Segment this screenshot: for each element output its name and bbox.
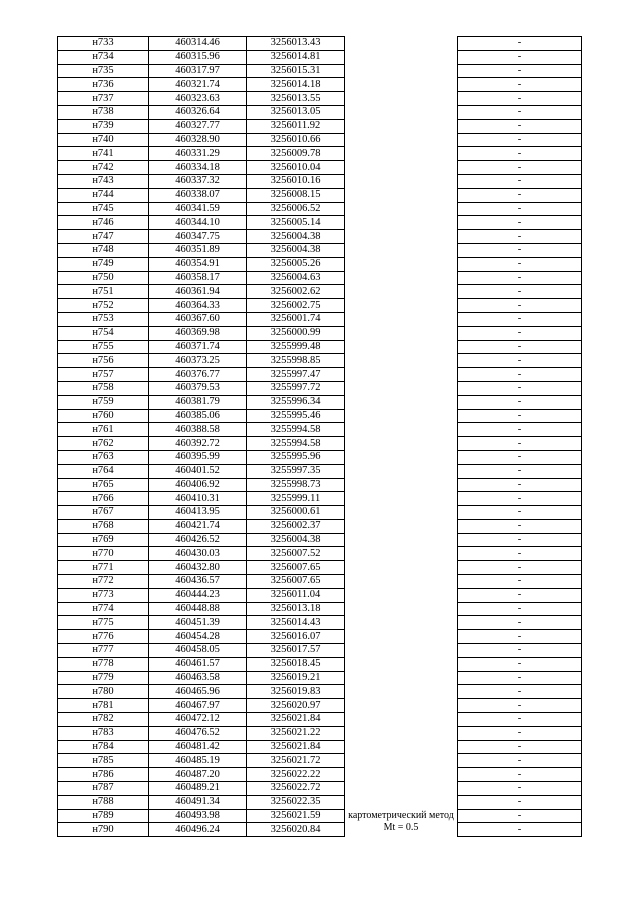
- y-coordinate-cell: 3256018.45: [247, 657, 345, 671]
- table-row: [58, 726, 582, 740]
- y-coordinate-cell: 3255997.47: [247, 368, 345, 382]
- x-coordinate-cell: 460430.03: [149, 547, 247, 561]
- x-coordinate-cell: 460463.58: [149, 671, 247, 685]
- description-cell: -: [458, 533, 582, 547]
- x-coordinate-cell: 460364.33: [149, 299, 247, 313]
- point-name-cell: н761: [58, 423, 149, 437]
- point-name-cell: н747: [58, 230, 149, 244]
- description-cell: -: [458, 78, 582, 92]
- description-cell: -: [458, 354, 582, 368]
- y-coordinate-cell: 3255996.34: [247, 395, 345, 409]
- point-name-cell: н757: [58, 368, 149, 382]
- x-coordinate-cell: 460395.99: [149, 450, 247, 464]
- description-cell: -: [458, 588, 582, 602]
- point-name-cell: н759: [58, 395, 149, 409]
- table-row: [58, 174, 582, 188]
- table-row: [58, 547, 582, 561]
- y-coordinate-cell: 3256021.72: [247, 754, 345, 768]
- y-coordinate-cell: 3256021.84: [247, 713, 345, 727]
- x-coordinate-cell: 460381.79: [149, 395, 247, 409]
- point-name-cell: н778: [58, 657, 149, 671]
- table-row: [58, 147, 582, 161]
- table-row: [58, 533, 582, 547]
- point-name-cell: н742: [58, 161, 149, 175]
- y-coordinate-cell: 3256014.81: [247, 50, 345, 64]
- table-row: [58, 409, 582, 423]
- y-coordinate-cell: 3256001.74: [247, 312, 345, 326]
- point-name-cell: н763: [58, 450, 149, 464]
- point-name-cell: н768: [58, 519, 149, 533]
- x-coordinate-cell: 460401.52: [149, 464, 247, 478]
- y-coordinate-cell: 3256013.18: [247, 602, 345, 616]
- point-name-cell: н760: [58, 409, 149, 423]
- description-cell: -: [458, 105, 582, 119]
- table-row: [58, 64, 582, 78]
- description-cell: -: [458, 133, 582, 147]
- y-coordinate-cell: 3256007.65: [247, 575, 345, 589]
- description-cell: -: [458, 243, 582, 257]
- x-coordinate-cell: 460493.98: [149, 809, 247, 823]
- y-coordinate-cell: 3256008.15: [247, 188, 345, 202]
- coordinates-table-body: [58, 37, 582, 837]
- point-name-cell: н756: [58, 354, 149, 368]
- table-row: [58, 588, 582, 602]
- table-row: [58, 768, 582, 782]
- y-coordinate-cell: 3256021.59: [247, 809, 345, 823]
- table-row: [58, 464, 582, 478]
- table-row: [58, 506, 582, 520]
- description-cell: -: [458, 506, 582, 520]
- description-cell: -: [458, 437, 582, 451]
- table-row: [58, 37, 582, 51]
- point-name-cell: н753: [58, 312, 149, 326]
- x-coordinate-cell: 460485.19: [149, 754, 247, 768]
- y-coordinate-cell: 3256010.66: [247, 133, 345, 147]
- description-cell: -: [458, 726, 582, 740]
- description-cell: -: [458, 37, 582, 51]
- y-coordinate-cell: 3256011.04: [247, 588, 345, 602]
- table-row: [58, 202, 582, 216]
- description-cell: -: [458, 285, 582, 299]
- table-row: [58, 519, 582, 533]
- x-coordinate-cell: 460354.91: [149, 257, 247, 271]
- description-cell: -: [458, 671, 582, 685]
- x-coordinate-cell: 460432.80: [149, 561, 247, 575]
- description-cell: -: [458, 823, 582, 837]
- point-name-cell: н787: [58, 782, 149, 796]
- description-cell: -: [458, 257, 582, 271]
- point-name-cell: н752: [58, 299, 149, 313]
- x-coordinate-cell: 460331.29: [149, 147, 247, 161]
- y-coordinate-cell: 3256005.26: [247, 257, 345, 271]
- description-cell: -: [458, 161, 582, 175]
- point-name-cell: н754: [58, 326, 149, 340]
- description-cell: -: [458, 685, 582, 699]
- description-cell: -: [458, 340, 582, 354]
- x-coordinate-cell: 460461.57: [149, 657, 247, 671]
- point-name-cell: н740: [58, 133, 149, 147]
- description-cell: -: [458, 64, 582, 78]
- point-name-cell: н786: [58, 768, 149, 782]
- description-cell: -: [458, 768, 582, 782]
- y-coordinate-cell: 3256000.99: [247, 326, 345, 340]
- point-name-cell: н744: [58, 188, 149, 202]
- description-cell: -: [458, 216, 582, 230]
- table-row: [58, 630, 582, 644]
- point-name-cell: н764: [58, 464, 149, 478]
- x-coordinate-cell: 460314.46: [149, 37, 247, 51]
- point-name-cell: н748: [58, 243, 149, 257]
- description-cell: -: [458, 561, 582, 575]
- y-coordinate-cell: 3255994.58: [247, 437, 345, 451]
- x-coordinate-cell: 460351.89: [149, 243, 247, 257]
- x-coordinate-cell: 460465.96: [149, 685, 247, 699]
- point-name-cell: н733: [58, 37, 149, 51]
- description-cell: -: [458, 368, 582, 382]
- description-cell: -: [458, 409, 582, 423]
- y-coordinate-cell: 3256010.16: [247, 174, 345, 188]
- y-coordinate-cell: 3256019.83: [247, 685, 345, 699]
- y-coordinate-cell: 3256020.97: [247, 699, 345, 713]
- method-note: картометрический метод Mt = 0.5: [348, 809, 454, 833]
- table-row: [58, 230, 582, 244]
- x-coordinate-cell: 460317.97: [149, 64, 247, 78]
- table-row: [58, 299, 582, 313]
- y-coordinate-cell: 3255995.46: [247, 409, 345, 423]
- x-coordinate-cell: 460315.96: [149, 50, 247, 64]
- y-coordinate-cell: 3256005.14: [247, 216, 345, 230]
- table-row: [58, 188, 582, 202]
- description-cell: -: [458, 699, 582, 713]
- point-name-cell: н771: [58, 561, 149, 575]
- x-coordinate-cell: 460496.24: [149, 823, 247, 837]
- description-cell: -: [458, 754, 582, 768]
- table-row: [58, 50, 582, 64]
- y-coordinate-cell: 3256011.92: [247, 119, 345, 133]
- point-name-cell: н762: [58, 437, 149, 451]
- description-cell: -: [458, 464, 582, 478]
- description-cell: -: [458, 147, 582, 161]
- point-name-cell: н770: [58, 547, 149, 561]
- point-name-cell: н741: [58, 147, 149, 161]
- table-row: [58, 78, 582, 92]
- y-coordinate-cell: 3255995.96: [247, 450, 345, 464]
- point-name-cell: н790: [58, 823, 149, 837]
- table-row: [58, 657, 582, 671]
- x-coordinate-cell: 460367.60: [149, 312, 247, 326]
- x-coordinate-cell: 460373.25: [149, 354, 247, 368]
- table-row: [58, 340, 582, 354]
- point-name-cell: н749: [58, 257, 149, 271]
- description-cell: -: [458, 450, 582, 464]
- point-name-cell: н737: [58, 92, 149, 106]
- y-coordinate-cell: 3255997.72: [247, 381, 345, 395]
- x-coordinate-cell: 460467.97: [149, 699, 247, 713]
- y-coordinate-cell: 3256004.38: [247, 243, 345, 257]
- description-cell: -: [458, 230, 582, 244]
- description-cell: -: [458, 782, 582, 796]
- y-coordinate-cell: 3256017.57: [247, 644, 345, 658]
- x-coordinate-cell: 460458.05: [149, 644, 247, 658]
- y-coordinate-cell: 3256022.72: [247, 782, 345, 796]
- description-cell: -: [458, 602, 582, 616]
- description-cell: -: [458, 616, 582, 630]
- point-name-cell: н772: [58, 575, 149, 589]
- y-coordinate-cell: 3256016.07: [247, 630, 345, 644]
- point-name-cell: н779: [58, 671, 149, 685]
- table-row: [58, 644, 582, 658]
- point-name-cell: н736: [58, 78, 149, 92]
- y-coordinate-cell: 3256007.52: [247, 547, 345, 561]
- y-coordinate-cell: 3256022.35: [247, 795, 345, 809]
- description-cell: -: [458, 809, 582, 823]
- x-coordinate-cell: 460476.52: [149, 726, 247, 740]
- table-row: [58, 809, 582, 823]
- y-coordinate-cell: 3256004.38: [247, 230, 345, 244]
- x-coordinate-cell: 460358.17: [149, 271, 247, 285]
- description-cell: -: [458, 644, 582, 658]
- y-coordinate-cell: 3256006.52: [247, 202, 345, 216]
- description-cell: -: [458, 478, 582, 492]
- y-coordinate-cell: 3255998.85: [247, 354, 345, 368]
- table-row: [58, 271, 582, 285]
- x-coordinate-cell: 460347.75: [149, 230, 247, 244]
- point-name-cell: н785: [58, 754, 149, 768]
- description-cell: -: [458, 395, 582, 409]
- point-name-cell: н782: [58, 713, 149, 727]
- x-coordinate-cell: 460448.88: [149, 602, 247, 616]
- y-coordinate-cell: 3256002.37: [247, 519, 345, 533]
- description-cell: -: [458, 492, 582, 506]
- point-name-cell: н734: [58, 50, 149, 64]
- description-cell: -: [458, 519, 582, 533]
- table-row: [58, 133, 582, 147]
- table-row: [58, 713, 582, 727]
- y-coordinate-cell: 3256013.05: [247, 105, 345, 119]
- x-coordinate-cell: 460361.94: [149, 285, 247, 299]
- x-coordinate-cell: 460454.28: [149, 630, 247, 644]
- point-name-cell: н766: [58, 492, 149, 506]
- x-coordinate-cell: 460489.21: [149, 782, 247, 796]
- description-cell: -: [458, 174, 582, 188]
- table-row: [58, 285, 582, 299]
- description-cell: -: [458, 50, 582, 64]
- description-cell: -: [458, 381, 582, 395]
- description-cell: -: [458, 575, 582, 589]
- table-row: [58, 243, 582, 257]
- point-name-cell: н755: [58, 340, 149, 354]
- description-cell: -: [458, 630, 582, 644]
- y-coordinate-cell: 3255999.11: [247, 492, 345, 506]
- x-coordinate-cell: 460326.64: [149, 105, 247, 119]
- description-cell: -: [458, 713, 582, 727]
- x-coordinate-cell: 460436.57: [149, 575, 247, 589]
- point-name-cell: н751: [58, 285, 149, 299]
- point-name-cell: н750: [58, 271, 149, 285]
- x-coordinate-cell: 460376.77: [149, 368, 247, 382]
- x-coordinate-cell: 460338.07: [149, 188, 247, 202]
- point-name-cell: н775: [58, 616, 149, 630]
- x-coordinate-cell: 460451.39: [149, 616, 247, 630]
- x-coordinate-cell: 460323.63: [149, 92, 247, 106]
- table-row: [58, 602, 582, 616]
- x-coordinate-cell: 460388.58: [149, 423, 247, 437]
- point-name-cell: н780: [58, 685, 149, 699]
- description-cell: -: [458, 119, 582, 133]
- y-coordinate-cell: 3256021.84: [247, 740, 345, 754]
- description-cell: -: [458, 271, 582, 285]
- y-coordinate-cell: 3256013.55: [247, 92, 345, 106]
- y-coordinate-cell: 3256002.62: [247, 285, 345, 299]
- table-row: [58, 395, 582, 409]
- table-row: [58, 782, 582, 796]
- point-name-cell: н735: [58, 64, 149, 78]
- table-row: [58, 312, 582, 326]
- x-coordinate-cell: 460337.32: [149, 174, 247, 188]
- table-row: [58, 685, 582, 699]
- point-name-cell: н746: [58, 216, 149, 230]
- point-name-cell: н781: [58, 699, 149, 713]
- x-coordinate-cell: 460472.12: [149, 713, 247, 727]
- table-row: [58, 257, 582, 271]
- point-name-cell: н769: [58, 533, 149, 547]
- table-row: [58, 423, 582, 437]
- table-row: [58, 92, 582, 106]
- table-row: [58, 492, 582, 506]
- point-name-cell: н767: [58, 506, 149, 520]
- x-coordinate-cell: 460341.59: [149, 202, 247, 216]
- table-row: [58, 326, 582, 340]
- table-row: [58, 450, 582, 464]
- description-cell: -: [458, 657, 582, 671]
- table-row: [58, 368, 582, 382]
- x-coordinate-cell: 460321.74: [149, 78, 247, 92]
- x-coordinate-cell: 460369.98: [149, 326, 247, 340]
- description-cell: -: [458, 202, 582, 216]
- x-coordinate-cell: 460385.06: [149, 409, 247, 423]
- table-row: [58, 795, 582, 809]
- table-row: [58, 381, 582, 395]
- point-name-cell: н776: [58, 630, 149, 644]
- point-name-cell: н777: [58, 644, 149, 658]
- table-row: [58, 161, 582, 175]
- x-coordinate-cell: 460328.90: [149, 133, 247, 147]
- method-cell: [345, 37, 458, 837]
- description-cell: -: [458, 326, 582, 340]
- x-coordinate-cell: 460406.92: [149, 478, 247, 492]
- table-row: [58, 754, 582, 768]
- x-coordinate-cell: 460426.52: [149, 533, 247, 547]
- x-coordinate-cell: 460421.74: [149, 519, 247, 533]
- x-coordinate-cell: 460444.23: [149, 588, 247, 602]
- y-coordinate-cell: 3256021.22: [247, 726, 345, 740]
- x-coordinate-cell: 460344.10: [149, 216, 247, 230]
- point-name-cell: н788: [58, 795, 149, 809]
- point-name-cell: н784: [58, 740, 149, 754]
- point-name-cell: н765: [58, 478, 149, 492]
- point-name-cell: н739: [58, 119, 149, 133]
- description-cell: -: [458, 740, 582, 754]
- table-row: [58, 699, 582, 713]
- y-coordinate-cell: 3256013.43: [247, 37, 345, 51]
- y-coordinate-cell: 3255998.73: [247, 478, 345, 492]
- y-coordinate-cell: 3255994.58: [247, 423, 345, 437]
- y-coordinate-cell: 3256019.21: [247, 671, 345, 685]
- table-row: [58, 616, 582, 630]
- x-coordinate-cell: 460491.34: [149, 795, 247, 809]
- table-row: [58, 740, 582, 754]
- y-coordinate-cell: 3256010.04: [247, 161, 345, 175]
- x-coordinate-cell: 460379.53: [149, 381, 247, 395]
- y-coordinate-cell: 3256007.65: [247, 561, 345, 575]
- y-coordinate-cell: 3255997.35: [247, 464, 345, 478]
- x-coordinate-cell: 460413.95: [149, 506, 247, 520]
- y-coordinate-cell: 3256020.84: [247, 823, 345, 837]
- table-row: [58, 478, 582, 492]
- point-name-cell: н789: [58, 809, 149, 823]
- table-row: [58, 354, 582, 368]
- coordinates-table: [57, 36, 582, 837]
- table-row: [58, 561, 582, 575]
- point-name-cell: н738: [58, 105, 149, 119]
- x-coordinate-cell: 460481.42: [149, 740, 247, 754]
- y-coordinate-cell: 3255999.48: [247, 340, 345, 354]
- point-name-cell: н758: [58, 381, 149, 395]
- description-cell: -: [458, 299, 582, 313]
- y-coordinate-cell: 3256002.75: [247, 299, 345, 313]
- description-cell: -: [458, 188, 582, 202]
- table-row: [58, 216, 582, 230]
- point-name-cell: н783: [58, 726, 149, 740]
- y-coordinate-cell: 3256014.43: [247, 616, 345, 630]
- description-cell: -: [458, 547, 582, 561]
- x-coordinate-cell: 460487.20: [149, 768, 247, 782]
- table-row: [58, 575, 582, 589]
- x-coordinate-cell: 460392.72: [149, 437, 247, 451]
- table-row: [58, 105, 582, 119]
- description-cell: -: [458, 423, 582, 437]
- point-name-cell: н743: [58, 174, 149, 188]
- description-cell: -: [458, 312, 582, 326]
- y-coordinate-cell: 3256015.31: [247, 64, 345, 78]
- y-coordinate-cell: 3256004.63: [247, 271, 345, 285]
- point-name-cell: н773: [58, 588, 149, 602]
- description-cell: -: [458, 92, 582, 106]
- table-row: [58, 823, 582, 837]
- y-coordinate-cell: 3256004.38: [247, 533, 345, 547]
- table-row: [58, 119, 582, 133]
- y-coordinate-cell: 3256022.22: [247, 768, 345, 782]
- x-coordinate-cell: 460371.74: [149, 340, 247, 354]
- x-coordinate-cell: 460334.18: [149, 161, 247, 175]
- description-cell: -: [458, 795, 582, 809]
- table-row: [58, 437, 582, 451]
- point-name-cell: н774: [58, 602, 149, 616]
- y-coordinate-cell: 3256000.61: [247, 506, 345, 520]
- y-coordinate-cell: 3256014.18: [247, 78, 345, 92]
- point-name-cell: н745: [58, 202, 149, 216]
- table-row: [58, 671, 582, 685]
- x-coordinate-cell: 460410.31: [149, 492, 247, 506]
- y-coordinate-cell: 3256009.78: [247, 147, 345, 161]
- x-coordinate-cell: 460327.77: [149, 119, 247, 133]
